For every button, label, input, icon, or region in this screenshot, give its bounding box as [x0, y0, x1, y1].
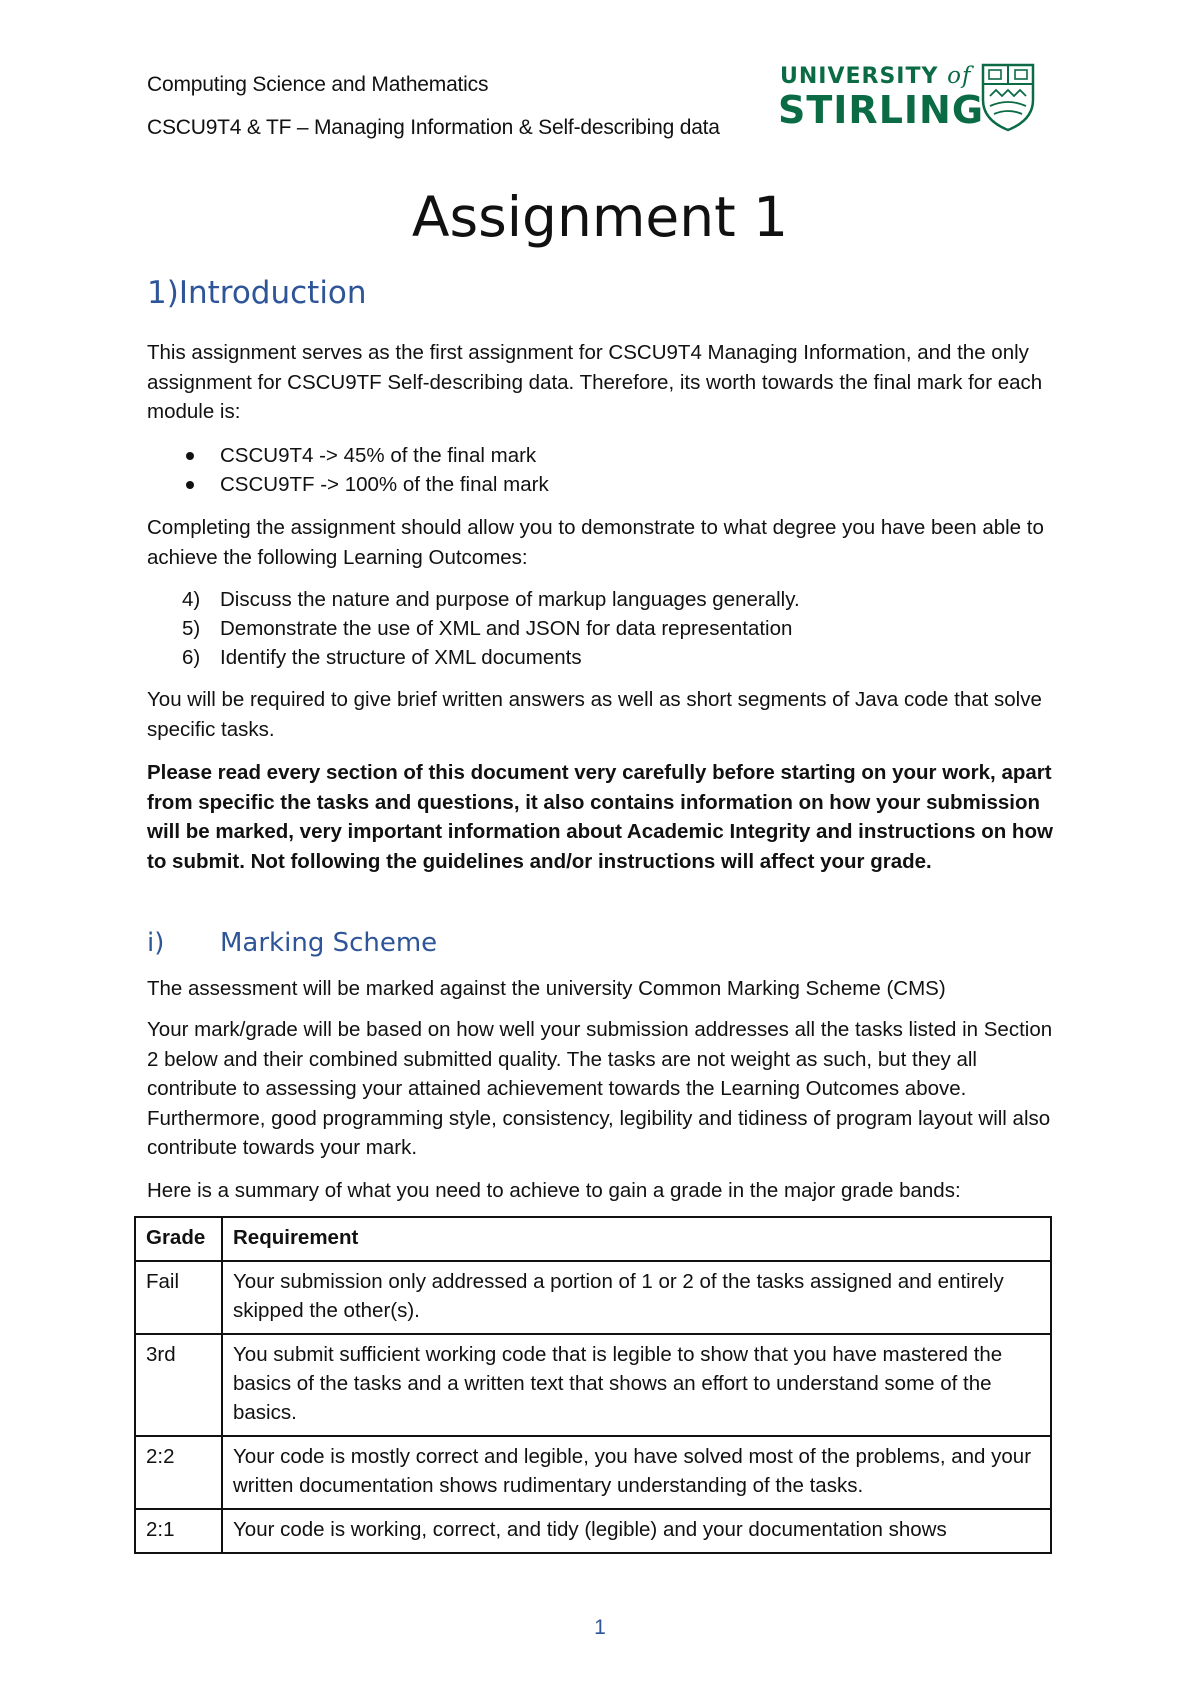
- table-header-grade: Grade: [135, 1217, 222, 1261]
- list-item: 4) Discuss the nature and purpose of markup languages generally.: [182, 588, 800, 611]
- bullet-icon: [186, 452, 194, 460]
- list-item: CSCU9T4 -> 45% of the final mark: [147, 441, 549, 470]
- intro-important-notice: Please read every section of this document very carefully before starting on your work, apart from specific the tasks and questions, it also contains information on how your submission will be marked, very important information about Academic Integrity and instructions on how to submit. Not following the guidelines and/or instructions will affect your grade.: [147, 761, 1053, 873]
- table-row: [135, 1436, 1051, 1509]
- intro-paragraph-2: Completing the assignment should allow you to demonstrate to what degree you have been able to achieve the following Learning Outcomes:: [147, 516, 1044, 569]
- list-item: CSCU9TF -> 100% of the final mark: [147, 470, 549, 499]
- table-cell-grade: 3rd: [135, 1334, 222, 1436]
- table-cell-requirement: Your submission only addressed a portion of 1 or 2 of the tasks assigned and entirely skipped the other(s).: [222, 1261, 1051, 1334]
- table-row: [135, 1334, 1051, 1436]
- module-weight-list: [147, 441, 549, 499]
- marking-scheme-heading: i) Marking Scheme: [147, 928, 438, 958]
- introduction-heading: 1)Introduction: [147, 275, 367, 311]
- table-row: [135, 1261, 1051, 1334]
- bullet-icon: [186, 481, 194, 489]
- list-item: 5) Demonstrate the use of XML and JSON for data representation: [182, 617, 793, 640]
- table-cell-grade: 2:1: [135, 1509, 222, 1553]
- logo-university-text: UNIVERSITY of: [780, 63, 972, 89]
- marking-paragraph-3: Here is a summary of what you need to achieve to gain a grade in the major grade bands:: [147, 1179, 961, 1202]
- table-cell-requirement: Your code is mostly correct and legible, you have solved most of the problems, and your written documentation shows rudimentary understanding of the tasks.: [222, 1436, 1051, 1509]
- table-cell-grade: Fail: [135, 1261, 222, 1334]
- intro-paragraph-1: This assignment serves as the first assignment for CSCU9T4 Managing Information, and the only assignment for CSCU9TF Self-describing data. Therefore, its worth towards the final mark for each module is:: [147, 341, 1043, 423]
- page-number: 1: [594, 1616, 606, 1639]
- list-item: 6) Identify the structure of XML documents: [182, 646, 582, 669]
- table-cell-grade: 2:2: [135, 1436, 222, 1509]
- table-cell-requirement: Your code is working, correct, and tidy (legible) and your documentation shows: [222, 1509, 1051, 1553]
- document-title: Assignment 1: [411, 185, 789, 249]
- university-logo: [780, 60, 1040, 135]
- marking-paragraph-1: The assessment will be marked against the university Common Marking Scheme (CMS): [147, 977, 946, 1000]
- marking-paragraph-2: Your mark/grade will be based on how well your submission addresses all the tasks listed in Section 2 below and their combined submitted quality. The tasks are not weight as such, but they all contribute to assessing your attained achievement towards the Learning Outcomes above. Furthermore, good programming style, consistency, legibility and tidiness of program layout will also contribute towards your mark.: [147, 1018, 1053, 1159]
- crest-icon: [980, 62, 1036, 132]
- table-row: [135, 1509, 1051, 1553]
- learning-outcomes-list: [147, 585, 800, 672]
- grade-table: [134, 1216, 1052, 1554]
- intro-paragraph-3: You will be required to give brief written answers as well as short segments of Java code that solve specific tasks.: [147, 688, 1042, 741]
- header-department: Computing Science and Mathematics: [147, 73, 489, 96]
- table-header-row: [135, 1217, 1051, 1261]
- table-cell-requirement: You submit sufficient working code that is legible to show that you have mastered the basics of the tasks and a written text that shows an effort to understand some of the basics.: [222, 1334, 1051, 1436]
- logo-stirling-text: STIRLING: [778, 88, 985, 132]
- header-module: CSCU9T4 & TF – Managing Information & Self-describing data: [147, 116, 720, 139]
- table-header-requirement: Requirement: [222, 1217, 1051, 1261]
